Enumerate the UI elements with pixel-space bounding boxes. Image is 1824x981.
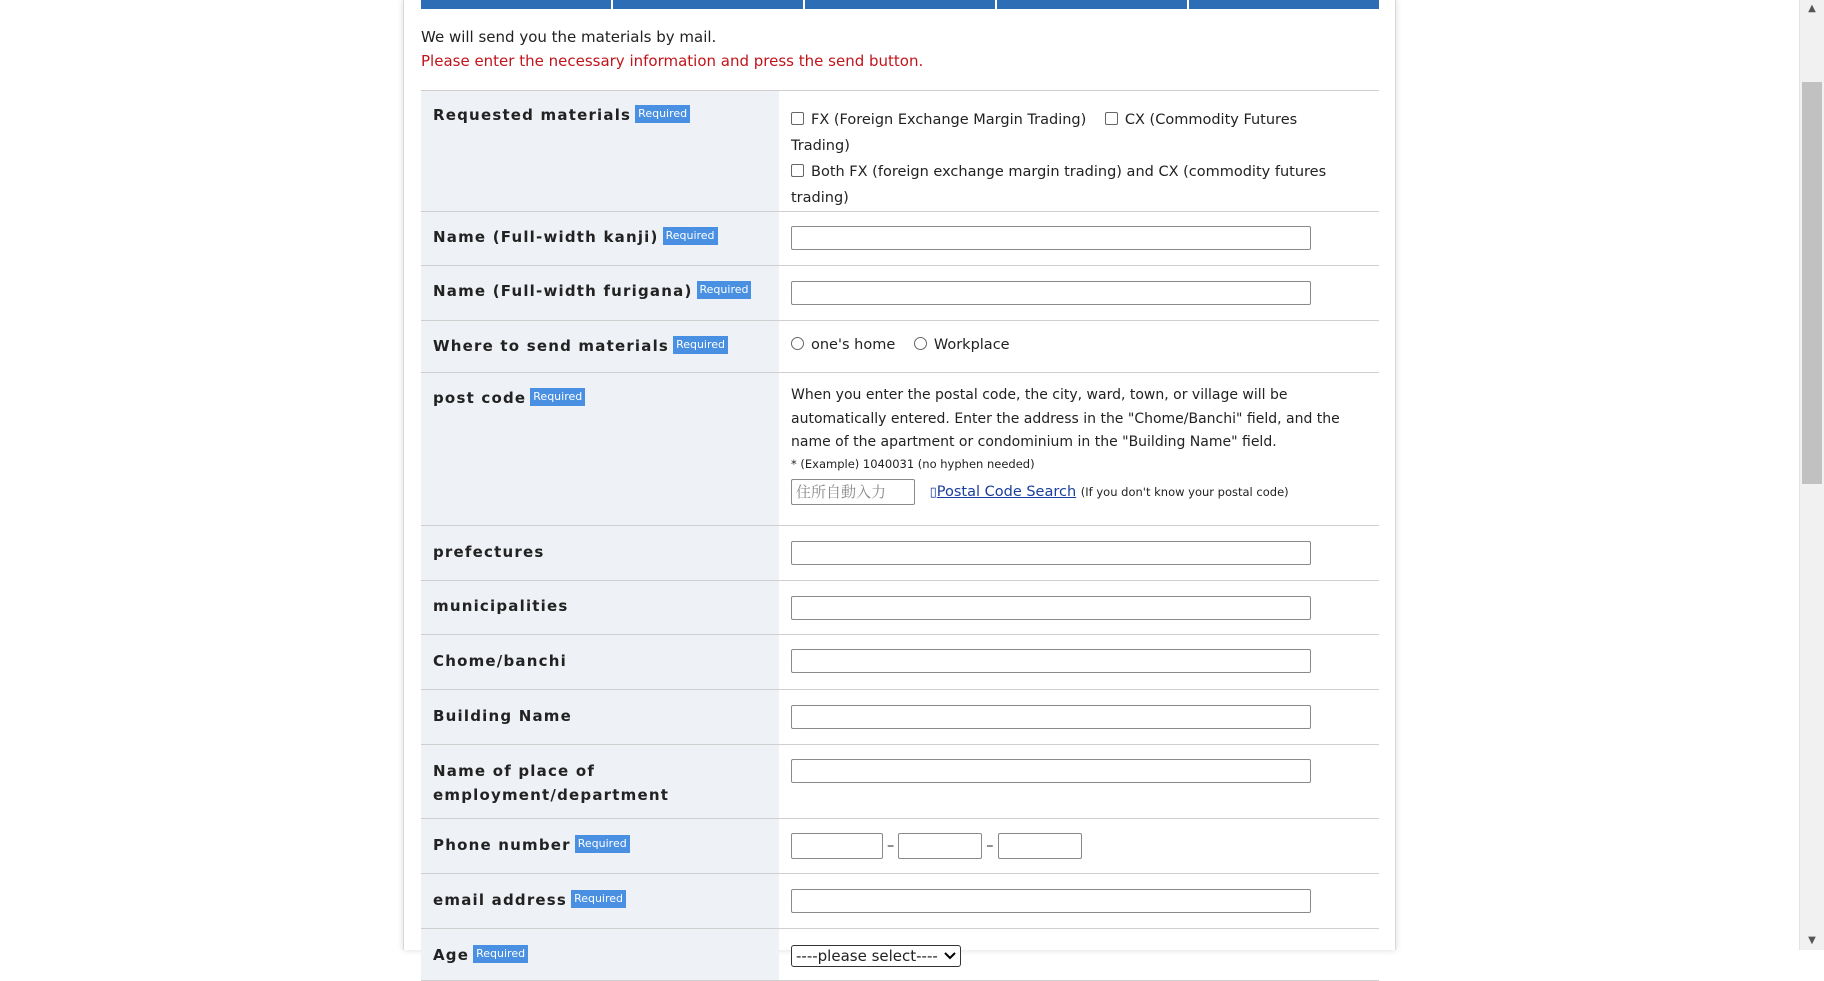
age-select[interactable] [791, 945, 961, 967]
option-both[interactable] [791, 164, 1326, 206]
post-code-label: post code [433, 389, 527, 407]
building-name-input[interactable] [791, 705, 1311, 729]
label-cell [421, 212, 779, 266]
age-selected-value: ----please select---- [796, 947, 938, 965]
label-cell [421, 929, 779, 981]
building-name-label: Building Name [433, 707, 572, 725]
row-age [421, 929, 1379, 981]
chevron-down-icon [944, 952, 956, 960]
field-cell [779, 690, 1379, 745]
municipalities-input[interactable] [791, 596, 1311, 620]
phone-input-2[interactable] [898, 833, 982, 859]
required-badge: Required [673, 336, 728, 354]
postal-search-note: (If you don't know your postal code) [1080, 484, 1289, 499]
both-option-label: Both FX (foreign exchange margin trading) and CX (commodity futures trading) [791, 164, 1327, 206]
required-badge: Required [530, 388, 585, 406]
postal-code-input[interactable]: 住所自動入力 [791, 479, 915, 505]
field-cell [779, 526, 1379, 581]
label-cell [421, 373, 779, 526]
phone-input-1[interactable] [791, 833, 883, 859]
home-option-label: one's home [811, 337, 896, 353]
row-chome-banchi [421, 635, 1379, 690]
field-cell [779, 373, 1379, 526]
chome-banchi-input[interactable] [791, 649, 1311, 673]
prefectures-label: prefectures [433, 543, 545, 561]
row-email [421, 874, 1379, 929]
label-cell [421, 321, 779, 373]
option-fx[interactable] [791, 112, 1086, 128]
row-employment [421, 745, 1379, 819]
workplace-radio[interactable] [914, 337, 927, 350]
required-badge: Required [575, 835, 630, 853]
field-cell [779, 321, 1379, 373]
field-cell [779, 212, 1379, 266]
intro-text [421, 25, 923, 73]
field-cell [779, 91, 1379, 212]
post-code-description: When you enter the postal code, the city, ward, town, or village will be automatically entered. Enter the address in the "Chome/Banchi" field, and the name of the apartment or condominium in the "Building Name" field. [791, 387, 1340, 450]
field-cell [779, 929, 1379, 981]
row-phone [421, 819, 1379, 874]
name-kanji-label: Name (Full-width kanji) [433, 228, 659, 246]
option-home[interactable] [791, 337, 895, 353]
option-workplace[interactable] [914, 337, 1010, 353]
phone-separator: – [887, 838, 895, 854]
name-furigana-input[interactable] [791, 281, 1311, 305]
label-cell [421, 581, 779, 635]
name-kanji-input[interactable] [791, 226, 1311, 250]
field-cell [779, 635, 1379, 690]
top-tab-bar [421, 0, 1379, 9]
workplace-option-label: Workplace [933, 337, 1010, 353]
chome-banchi-label: Chome/banchi [433, 652, 567, 670]
prefectures-input[interactable] [791, 541, 1311, 565]
tab-4[interactable] [997, 0, 1189, 9]
tab-5[interactable] [1189, 0, 1379, 9]
row-post-code [421, 373, 1379, 526]
required-badge: Required [697, 281, 752, 299]
label-cell [421, 874, 779, 929]
send-to-label: Where to send materials [433, 337, 670, 355]
field-cell [779, 745, 1379, 819]
both-checkbox[interactable] [791, 164, 804, 177]
row-building-name [421, 690, 1379, 745]
postal-code-search-link[interactable]: Postal Code Search [936, 483, 1077, 500]
field-cell [779, 266, 1379, 321]
scroll-down-arrow-icon[interactable]: ▼ [1808, 935, 1816, 946]
label-cell [421, 526, 779, 581]
row-name-kanji [421, 212, 1379, 266]
intro-notice: Please enter the necessary information and press the send button. [421, 52, 924, 70]
postal-search-icon[interactable]: ▯ [929, 484, 937, 500]
label-cell [421, 819, 779, 874]
email-label: email address [433, 891, 568, 909]
scroll-up-arrow-icon[interactable]: ▲ [1808, 3, 1816, 14]
row-prefectures [421, 526, 1379, 581]
row-send-to [421, 321, 1379, 373]
label-cell [421, 266, 779, 321]
label-cell [421, 635, 779, 690]
intro-line: We will send you the materials by mail. [421, 28, 717, 46]
label-cell [421, 91, 779, 212]
label-cell [421, 690, 779, 745]
required-badge: Required [635, 105, 690, 123]
form-page [403, 0, 1396, 965]
email-input[interactable] [791, 889, 1311, 913]
request-form [421, 90, 1379, 981]
employment-input[interactable] [791, 759, 1311, 783]
municipalities-label: municipalities [433, 597, 569, 615]
age-label: Age [433, 946, 470, 964]
vertical-scrollbar[interactable] [1799, 0, 1824, 950]
field-cell [779, 581, 1379, 635]
cx-option-label: CX (Commodity Futures Trading) [791, 112, 1298, 154]
phone-input-3[interactable] [998, 833, 1082, 859]
required-badge: Required [473, 945, 528, 963]
required-badge: Required [571, 890, 626, 908]
field-cell [779, 874, 1379, 929]
phone-separator: – [986, 838, 994, 854]
requested-materials-label: Requested materials [433, 106, 632, 124]
tab-1[interactable] [421, 0, 613, 9]
phone-label: Phone number [433, 836, 571, 854]
cx-checkbox[interactable] [1105, 112, 1118, 125]
home-radio[interactable] [791, 337, 804, 350]
tab-2[interactable] [613, 0, 805, 9]
row-name-furigana [421, 266, 1379, 321]
employment-label-line2: employment/department [433, 786, 670, 804]
field-cell [779, 819, 1379, 874]
row-requested-materials [421, 91, 1379, 212]
scrollbar-thumb[interactable] [1802, 82, 1822, 484]
fx-option-label: FX (Foreign Exchange Margin Trading) [811, 112, 1087, 128]
row-municipalities [421, 581, 1379, 635]
label-cell [421, 745, 779, 819]
required-badge: Required [663, 227, 718, 245]
name-furigana-label: Name (Full-width furigana) [433, 282, 693, 300]
post-code-example: * (Example) 1040031 (no hyphen needed) [791, 456, 1035, 471]
employment-label-line1: Name of place of [433, 762, 596, 780]
tab-3[interactable] [805, 0, 997, 9]
fx-checkbox[interactable] [791, 112, 804, 125]
